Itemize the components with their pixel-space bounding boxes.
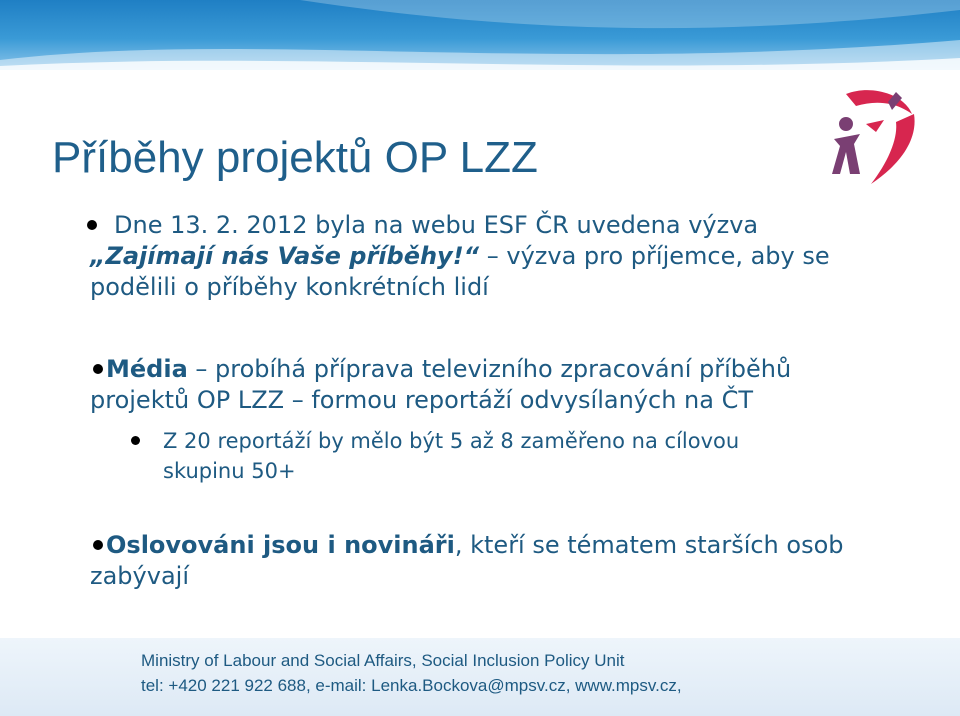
esf-figure-logo-icon: [826, 84, 922, 194]
bullet-line: [90, 241, 830, 272]
bullet-line: zabývají: [90, 562, 189, 590]
slide-title: Příběhy projektů OP LZZ: [52, 133, 538, 182]
bullet-line: [90, 354, 791, 385]
bullet-dot-icon: [93, 540, 103, 550]
bullet-media: [90, 354, 791, 416]
bullet-dot-icon: [87, 220, 97, 230]
bullet-dot-icon: [131, 436, 140, 445]
top-decorative-band: [0, 0, 960, 70]
bullet-text: , kteří se tématem starších osob: [454, 531, 844, 559]
bullet-esf-call: [90, 210, 830, 303]
call-name: „Zajímají nás Vaše příběhy!“: [90, 242, 480, 270]
bullet-dot-icon: [93, 364, 103, 374]
bullet-line: skupinu 50+: [163, 459, 296, 483]
bullet-lead: Média: [106, 355, 188, 383]
wave-decoration: [0, 0, 960, 70]
bullet-line: podělili o příběhy konkrétních lidí: [90, 273, 489, 301]
bullet-line: [90, 530, 844, 561]
bullet-journalists: [90, 530, 844, 592]
sub-bullet-reportaze: [163, 426, 739, 486]
bullet-line: Dne 13. 2. 2012 byla na webu ESF ČR uvedena výzva: [114, 211, 759, 239]
bullet-lead: Oslovováni jsou i novináři: [106, 531, 455, 559]
footer-contact: tel: +420 221 922 688, e-mail: Lenka.Bockova@mpsv.cz, www.mpsv.cz,: [141, 676, 682, 695]
bullet-line: Z 20 reportáží by mělo být 5 až 8 zaměřeno na cílovou: [163, 429, 740, 453]
bullet-text: – probíhá příprava televizního zpracování příběhů: [187, 355, 792, 383]
bullet-text: – výzva pro příjemce, aby se: [479, 242, 830, 270]
footer-ministry: Ministry of Labour and Social Affairs, Social Inclusion Policy Unit: [141, 651, 625, 670]
bullet-line: projektů OP LZZ – formou reportáží odvysílaných na ČT: [90, 386, 754, 414]
